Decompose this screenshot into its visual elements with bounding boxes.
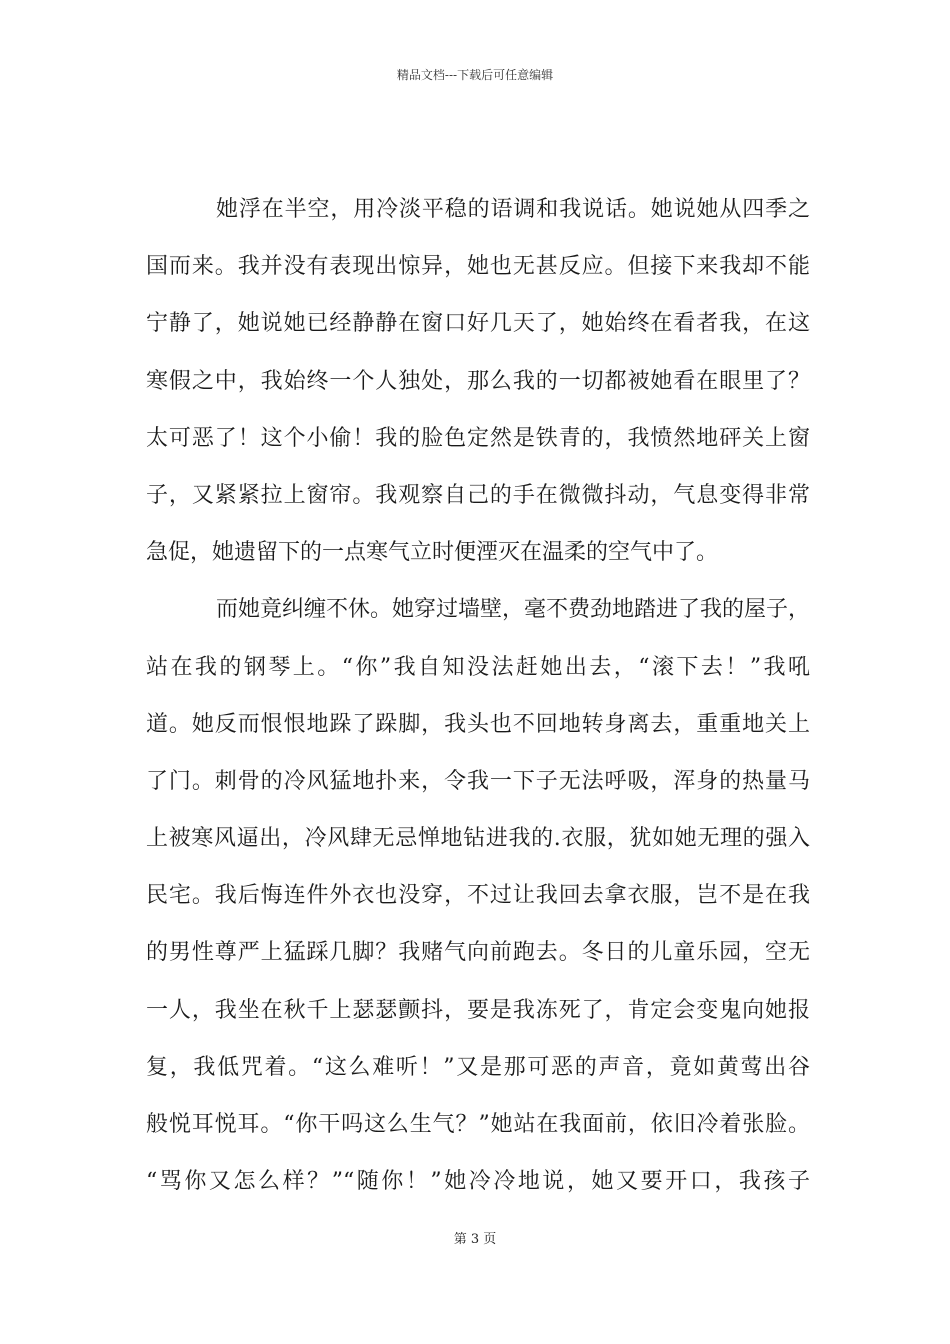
- text-line: 一人，我坐在秋千上瑟瑟颤抖，要是我冻死了，肯定会变鬼向她报: [146, 997, 810, 1023]
- page-header: 精品文档---下载后可任意编辑: [396, 68, 554, 82]
- text-line: 国而来。我并没有表现出惊异，她也无甚反应。但接下来我却不能: [146, 254, 810, 280]
- text-line: 太可恶了！这个小偷！我的脸色定然是铁青的，我愤然地砰关上窗: [146, 425, 810, 451]
- text-line: 站在我的钢琴上。“你”我自知没法赶她出去，“滚下去！”我吼: [146, 654, 810, 680]
- text-line: “骂你又怎么样？”“随你！”她冷冷地说，她又要开口，我孩子: [146, 1169, 810, 1195]
- text-line: 急促，她遗留下的一点寒气立时便湮灭在温柔的空气中了。: [146, 540, 719, 566]
- paragraph-1: [146, 181, 810, 581]
- text-line: 而她竟纠缠不休。她穿过墙壁，毫不费劲地踏进了我的屋子，: [216, 597, 811, 623]
- document-body: [146, 181, 810, 1210]
- text-line: 她浮在半空，用冷淡平稳的语调和我说话。她说她从四季之: [216, 197, 810, 222]
- paragraph-2: [146, 581, 810, 1210]
- text-line: 般悦耳悦耳。“你干吗这么生气？”她站在我面前，依旧冷着张脸。: [146, 1112, 810, 1137]
- text-line: 子，又紧紧拉上窗帘。我观察自己的手在微微抖动，气息变得非常: [146, 482, 810, 508]
- text-line: 道。她反而恨恨地跺了跺脚，我头也不回地转身离去，重重地关上: [146, 711, 810, 737]
- text-line: 上被寒风逼出，冷风肆无忌惮地钻进我的.衣服，犹如她无理的强入: [146, 826, 810, 852]
- text-line: 宁静了，她说她已经静静在窗口好几天了，她始终在看者我，在这: [146, 311, 810, 337]
- text-line: 民宅。我后悔连件外衣也没穿，不过让我回去拿衣服，岂不是在我: [146, 883, 810, 909]
- text-line: 复，我低咒着。“这么难听！”又是那可恶的声音，竟如黄莺出谷: [146, 1054, 810, 1080]
- text-line: 的男性尊严上猛踩几脚？我赌气向前跑去。冬日的儿童乐园，空无: [146, 940, 810, 966]
- text-line: 寒假之中，我始终一个人独处，那么我的一切都被她看在眼里了？: [146, 368, 810, 394]
- page-number: 第 3 页: [453, 1232, 497, 1247]
- text-line: 了门。刺骨的冷风猛地扑来，令我一下子无法呼吸，浑身的热量马: [146, 768, 810, 794]
